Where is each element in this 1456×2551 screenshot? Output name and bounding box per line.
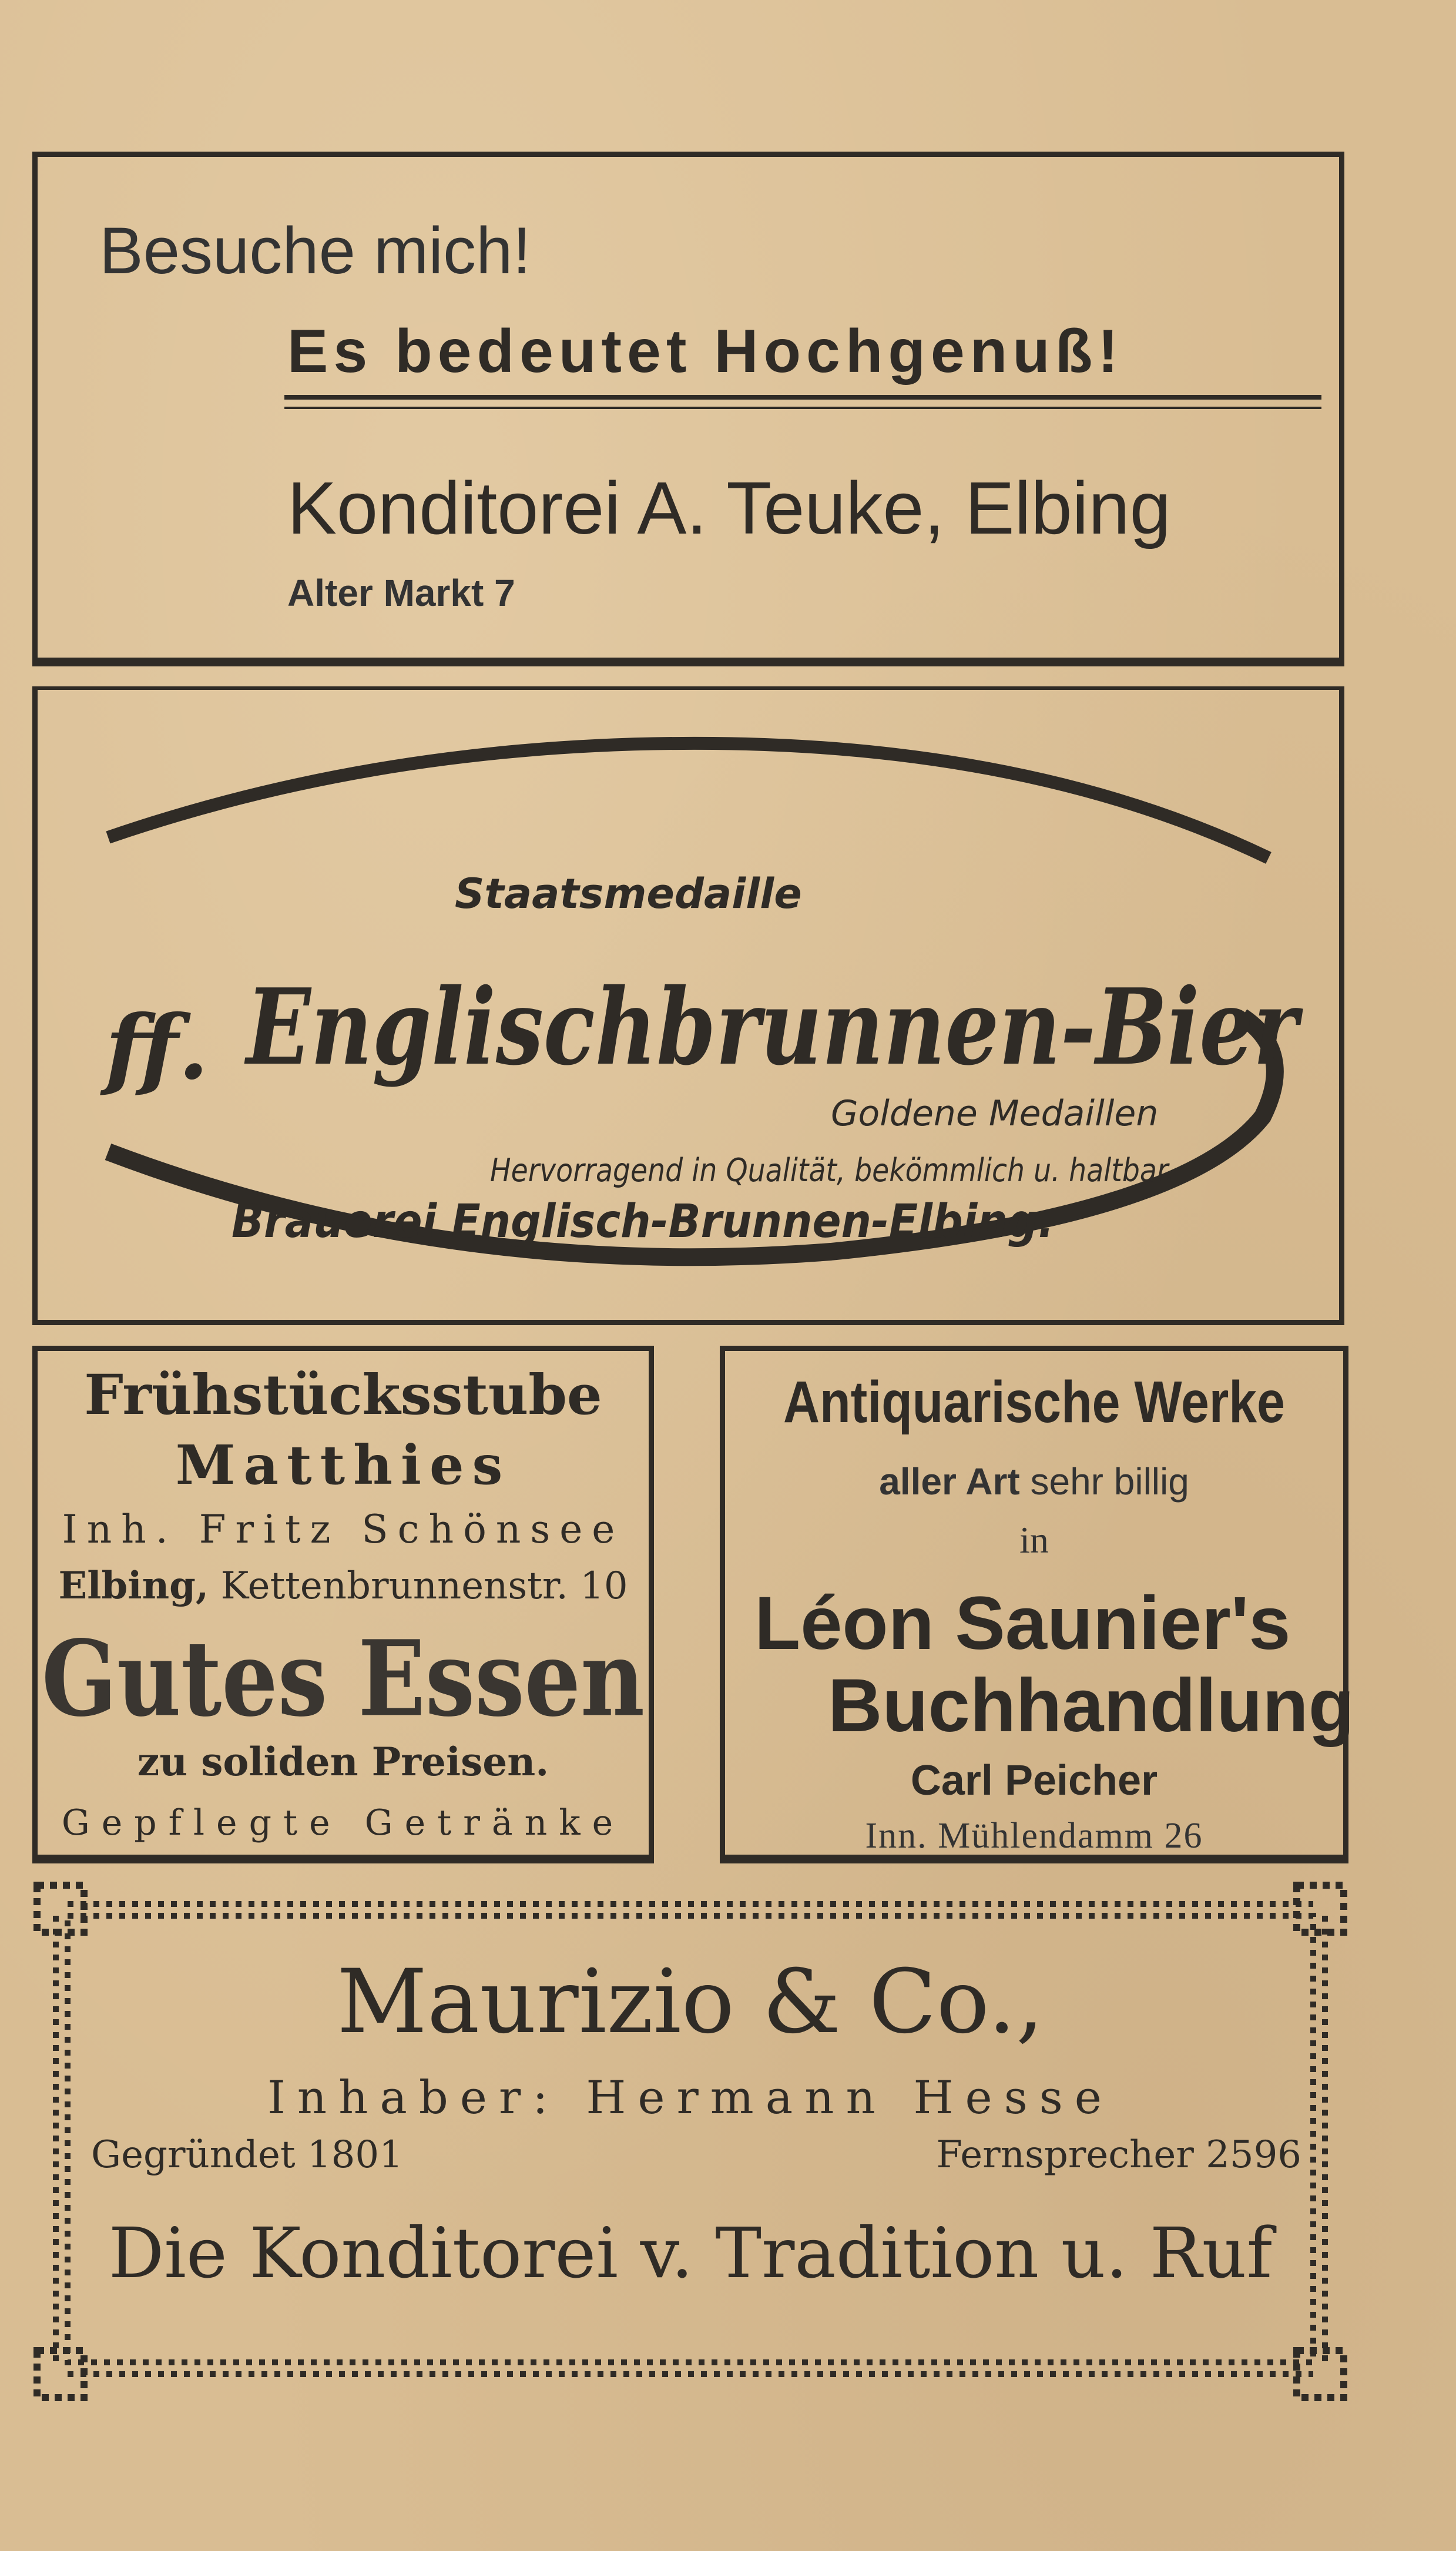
divider <box>32 663 1344 666</box>
business-name: Konditorei A. Teuke, Elbing <box>287 467 1171 549</box>
business-name: Maurizio & Co., <box>337 1951 1044 2053</box>
brewery-logo <box>38 688 1339 1320</box>
drinks-line: Gepflegte Getränke <box>61 1802 625 1843</box>
business-name: Matthies <box>175 1433 511 1497</box>
divider <box>32 1860 654 1863</box>
business-address: Inn. Mühlendamm 26 <box>865 1816 1203 1856</box>
award-top: Staatsmedaille <box>455 870 802 918</box>
sub-rest: sehr billig <box>1030 1460 1189 1503</box>
corner-ornament <box>1297 1885 1344 1932</box>
corner-ornament <box>1297 2351 1344 2398</box>
brewery-name: Brauerei Englisch-Brunnen-Elbing. <box>232 1195 1054 1248</box>
logo-oval-top <box>108 743 1269 858</box>
logo-tagline: Hervorragend in Qualität, bekömmlich u. haltbar. <box>490 1152 1175 1189</box>
business-name: Buchhandlung <box>828 1664 1354 1748</box>
ad-title: Antiquarische Werke <box>783 1369 1285 1435</box>
sub-bold: aller Art <box>879 1460 1020 1503</box>
owner-line: Inhaber: Hermann Hesse <box>267 2071 1113 2124</box>
brand-name: Englischbrunnen-Bier <box>243 966 1304 1088</box>
logo-prefix: ff. <box>105 996 209 1099</box>
ad-maurizio-co <box>32 1880 1348 2409</box>
divider <box>284 395 1321 400</box>
business-address: Alter Markt 7 <box>287 572 515 614</box>
ad-slogan: Es bedeutet Hochgenuß! <box>287 317 1123 386</box>
founded-line: Gegründet 1801 <box>91 2133 403 2177</box>
business-name: Léon Saunier's <box>754 1581 1291 1665</box>
corner-ornament <box>37 1885 84 1932</box>
divider <box>284 407 1321 409</box>
business-address <box>38 1564 649 1608</box>
connector-word: in <box>1019 1519 1049 1561</box>
address-street: Kettenbrunnenstr. 10 <box>220 1564 628 1608</box>
phone-line: Fernsprecher 2596 <box>936 2133 1301 2177</box>
award-bottom: Goldene Medaillen <box>831 1093 1159 1134</box>
owner-line: Inh. Fritz Schönsee <box>62 1507 625 1552</box>
ad-tagline: Die Konditorei v. Tradition u. Ruf <box>108 2213 1273 2294</box>
ad-headline: Gutes Essen <box>41 1618 645 1740</box>
address-city: Elbing, <box>58 1564 209 1608</box>
ad-fruehstuecksstube-matthies <box>32 1346 654 1860</box>
ad-konditorei-teuke <box>32 152 1344 663</box>
owner-line: Carl Peicher <box>910 1757 1158 1804</box>
ad-subtitle <box>725 1460 1343 1503</box>
price-line: zu soliden Preisen. <box>137 1739 549 1785</box>
ad-buchhandlung-saunier <box>720 1346 1354 1860</box>
ad-headline: Besuche mich! <box>99 214 531 287</box>
ad-title: Frühstücksstube <box>84 1363 602 1427</box>
divider <box>720 1860 1348 1863</box>
ad-brauerei-englischbrunnen <box>32 688 1344 1325</box>
corner-ornament <box>37 2351 84 2398</box>
